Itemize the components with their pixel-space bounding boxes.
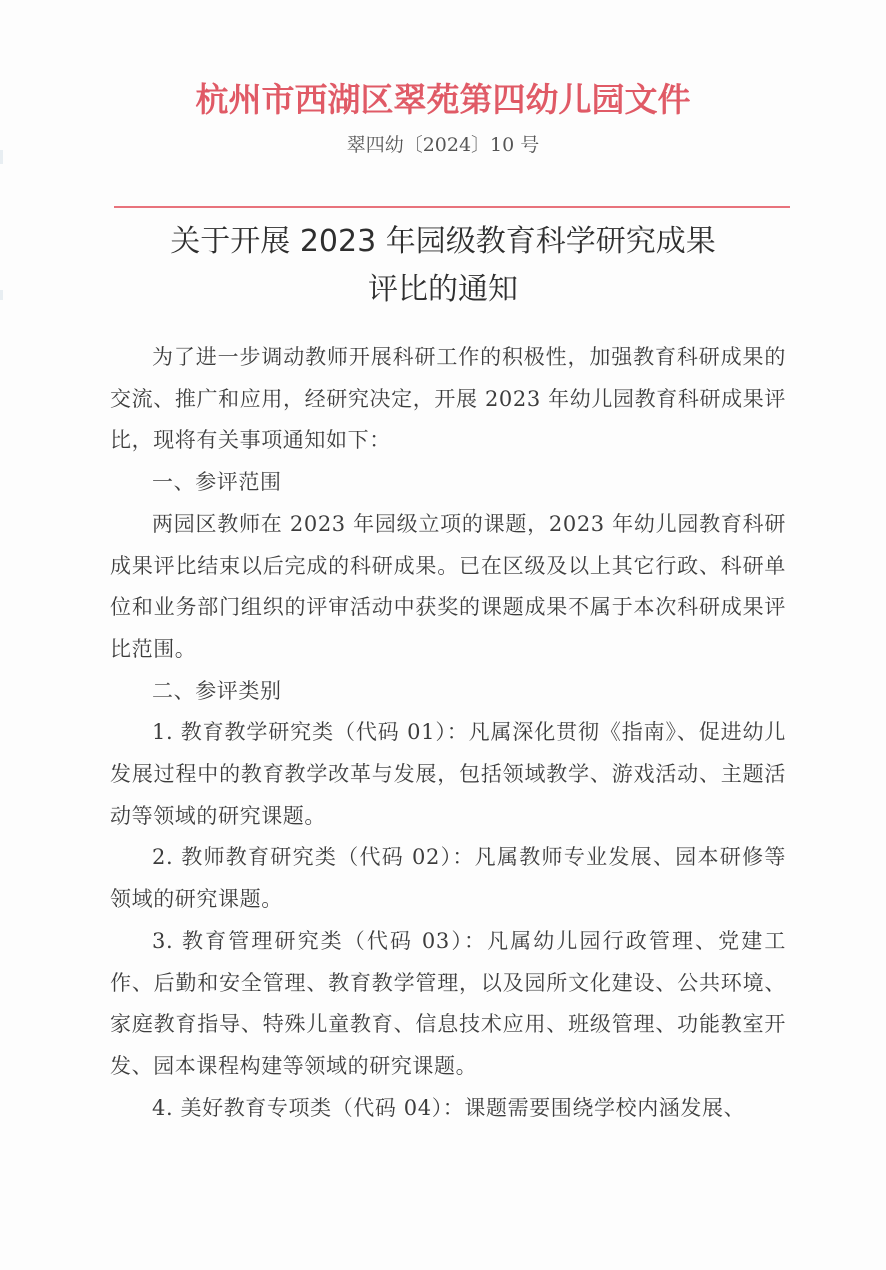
- section-heading-categories: 二、参评类别: [152, 678, 282, 703]
- section-heading-scope: 一、参评范围: [152, 470, 282, 495]
- category-item-02: 2. 教师教育研究类（代码 02）：凡属教师专业发展、园本研修等领域的研究课题。: [110, 845, 786, 912]
- notice-title: [0, 218, 886, 314]
- scope-paragraph: 两园区教师在 2023 年园级立项的课题，2023 年幼儿园教育科研成果评比结束以后完成的科研成果。已在区级及以上其它行政、科研单位和业务部门组织的评审活动中获奖的课题成果不属于本次科研成果评比范围。: [110, 511, 786, 661]
- intro-paragraph: 为了进一步调动教师开展科研工作的积极性，加强教育科研成果的交流、推广和应用，经研究决定，开展 2023 年幼儿园教育科研成果评比，现将有关事项通知如下：: [110, 345, 786, 453]
- red-divider-line: [114, 206, 790, 208]
- document-number: 翠四幼〔2024〕10 号: [346, 134, 540, 156]
- notice-title-line-1: 关于开展 2023 年园级教育科学研究成果: [170, 224, 716, 259]
- notice-title-line-2: 评比的通知: [368, 272, 518, 307]
- category-item-03: 3. 教育管理研究类（代码 03）：凡属幼儿园行政管理、党建工作、后勤和安全管理、教育教学管理，以及园所文化建设、公共环境、家庭教育指导、特殊儿童教育、信息技术应用、班级管理、功能教室开发、园本课程构建等领域的研究课题。: [110, 928, 786, 1078]
- organization-header: 杭州市西湖区翠苑第四幼儿园文件: [195, 80, 691, 119]
- notice-body: [110, 337, 786, 1129]
- category-item-04: 4. 美好教育专项类（代码 04）：课题需要围绕学校内涵发展、: [152, 1095, 746, 1120]
- category-item-01: 1. 教育教学研究类（代码 01）：凡属深化贯彻《指南》、促进幼儿发展过程中的教育教学改革与发展，包括领域教学、游戏活动、主题活动等领域的研究课题。: [110, 720, 786, 828]
